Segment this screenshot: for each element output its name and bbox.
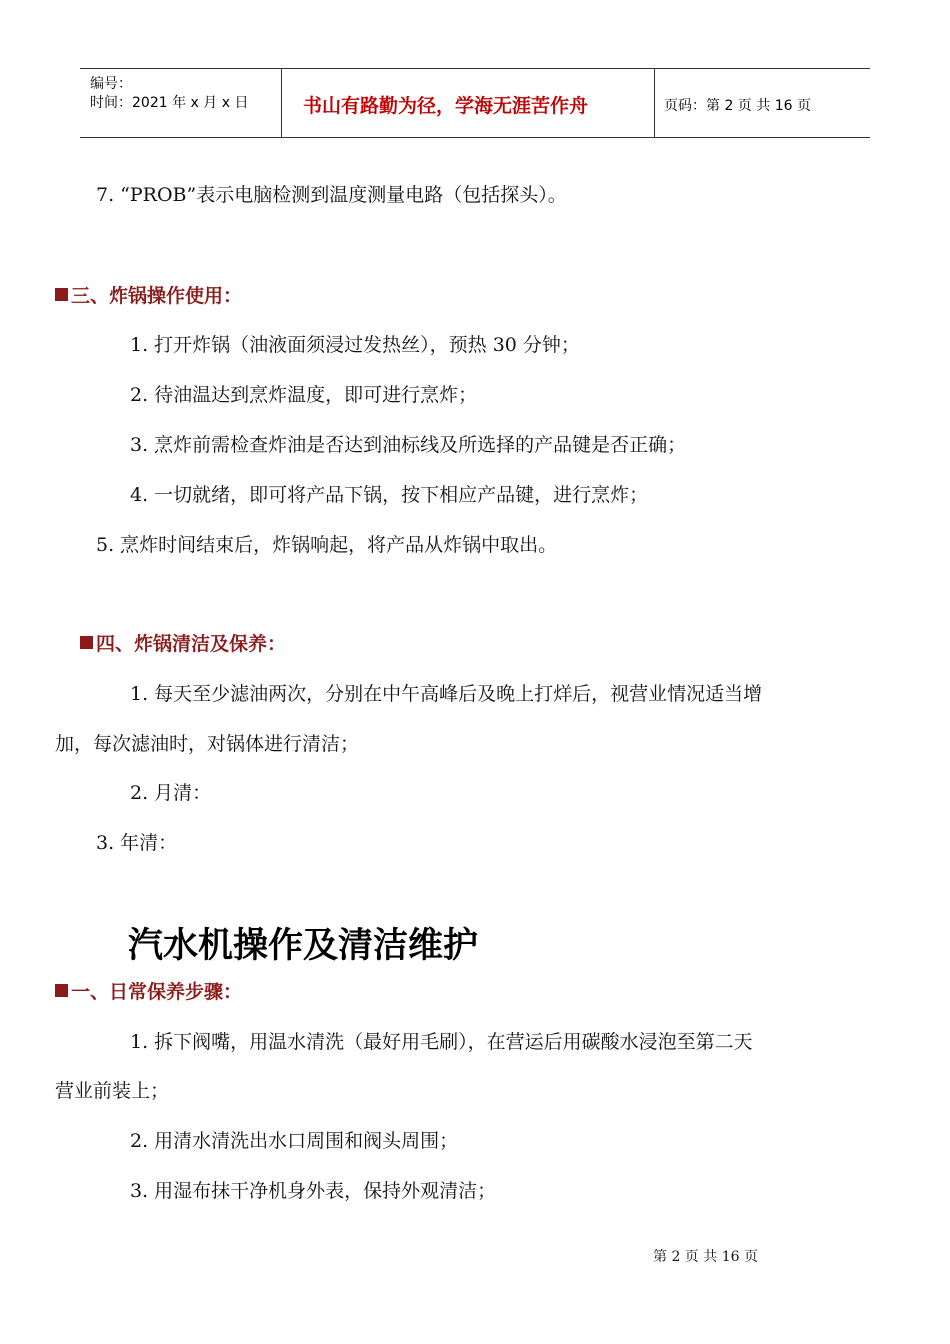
list-item-continuation: 营业前装上； bbox=[55, 1080, 170, 1102]
square-bullet-icon bbox=[55, 288, 68, 301]
list-item: 7. “PROB”表示电脑检测到温度测量电路（包括探头）。 bbox=[96, 184, 567, 206]
header-table bbox=[80, 68, 870, 138]
section-heading bbox=[80, 632, 286, 656]
header-right-cell bbox=[654, 69, 870, 137]
list-item: 2. 待油温达到烹炸温度，即可进行烹炸； bbox=[130, 384, 478, 406]
page-title: 汽水机操作及清洁维护 bbox=[128, 926, 479, 966]
section-heading bbox=[55, 284, 242, 308]
square-bullet-icon bbox=[80, 636, 93, 649]
list-item: 2. 月清： bbox=[130, 782, 212, 804]
section-heading-text: 一、日常保养步骤： bbox=[71, 981, 243, 1003]
list-item: 2. 用清水清洗出水口周围和阀头周围； bbox=[130, 1130, 459, 1152]
list-item-continuation: 加，每次滤油时，对锅体进行清洁； bbox=[55, 733, 360, 755]
list-item: 3. 年清： bbox=[96, 832, 178, 854]
section-heading-text: 四、炸锅清洁及保养： bbox=[96, 633, 287, 655]
motto: 书山有路勤为径，学海无涯苦作舟 bbox=[303, 95, 589, 117]
list-item: 1. 每天至少滤油两次，分别在中午高峰后及晚上打烊后，视营业情况适当增 bbox=[130, 683, 763, 705]
page-info: 页码：第 2 页 共 16 页 bbox=[664, 98, 811, 114]
list-item: 5. 烹炸时间结束后，炸锅响起，将产品从炸锅中取出。 bbox=[96, 534, 558, 556]
number-label: 编号： bbox=[90, 76, 132, 92]
list-item: 3. 用湿布抹干净机身外表，保持外观清洁； bbox=[130, 1180, 497, 1202]
date-label: 时间：2021 年 x 月 x 日 bbox=[90, 95, 249, 111]
header-left-cell bbox=[80, 69, 282, 137]
page-footer: 第 2 页 共 16 页 bbox=[653, 1249, 758, 1265]
list-item: 3. 烹炸前需检查炸油是否达到油标线及所选择的产品键是否正确； bbox=[130, 434, 687, 456]
section-heading bbox=[55, 980, 242, 1004]
list-item: 1. 拆下阀嘴，用温水清洗（最好用毛刷），在营运后用碳酸水浸泡至第二天 bbox=[130, 1031, 753, 1053]
square-bullet-icon bbox=[55, 984, 68, 997]
section-heading-text: 三、炸锅操作使用： bbox=[71, 285, 243, 307]
header-motto-cell bbox=[281, 69, 655, 137]
list-item: 1. 打开炸锅（油液面须浸过发热丝），预热 30 分钟； bbox=[130, 334, 580, 356]
list-item: 4. 一切就绪，即可将产品下锅，按下相应产品键，进行烹炸； bbox=[130, 484, 649, 506]
